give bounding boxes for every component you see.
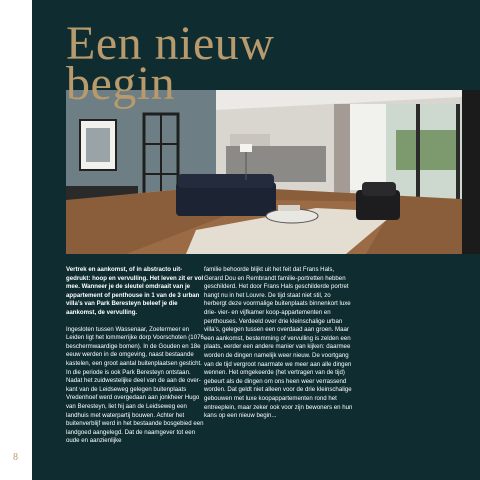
- title-line-1: Een nieuw: [66, 17, 275, 70]
- lead-paragraph: Vertrek en aankomst, of in abstracto uit-gedrukt: hoop en vervulling. Het leven zit er vol mee. Wanneer je de sleutel omdraait van je appartement of penthouse in 1 van de 3 urban villa’s van Park Beresteyn beleef je die aankomst, de vervulling.: [66, 266, 204, 316]
- interior-illustration: [66, 90, 480, 254]
- title-line-2: begin: [66, 57, 176, 110]
- text-column-right: [204, 266, 354, 429]
- body-paragraph-1: Ingesloten tussen Wassenaar, Zoetermeer en Leiden ligt het lommerrijke dorp Voorschoten (1076 beschermwaardige bomen). In de Gouden en 18e eeuw werden in de omgeving, naast bestaande kastelen, een groot aantal buitenplaatsen gesticht. In die periode is ook Park Beresteyn ontstaan. Nadat het zuidwestelijke deel van de aan de over-kant van de Leidseweg gelegen buitenplaats Vredenhoef werd overgedaan aan jonkheer Hugo van Beresteyn, liet hij aan de Leidseweg een landhuis met waterpartij bouwen. Achter het buitenverblijf werd in het bestaande bosgebied een landgoed aangelegd. Dat de naamgever tot een oude en aanzienlijke: [66, 325, 204, 445]
- interior-photo: [66, 90, 480, 254]
- body-paragraph-2: familie behoorde blijkt uit het feit dat Frans Hals, Gerard Dou en Rembrandt familie-portretten hebben geschilderd. Het door Frans Hals geschilderde portret hangt nu in het Louvre. De tijd staat niet stil, zo herbergt deze voormalige buitenplaats binnenkort luxe drie- vier- en vijfkamer koop-appartementen en penthouses. Verdeeld over drie kleinschalige urban villa’s, gelegen tussen een overdaad aan groen. Maar een aankomst, bestemming of vervulling is zelden een plaats, eerder een andere manier van kijken: daarmee worden de dingen namelijk weer nieuw. De voortgang van de tijd vergroot naarmate we meer aan alle dingen wennen. Het omgekeerde (het vertragen van de tijd) gebeurt als de dingen om ons heen weer verrassend worden. Dat geldt niet alleen voor de drie kleinschalige gebouwen met luxe koopappartementen rond het entreeplein, maar zeker ook voor zijn bewoners en hun kans op een nieuw begin...: [204, 266, 353, 420]
- page-number: 8: [13, 452, 18, 463]
- page-title: [66, 17, 366, 110]
- text-column-left: [66, 266, 206, 454]
